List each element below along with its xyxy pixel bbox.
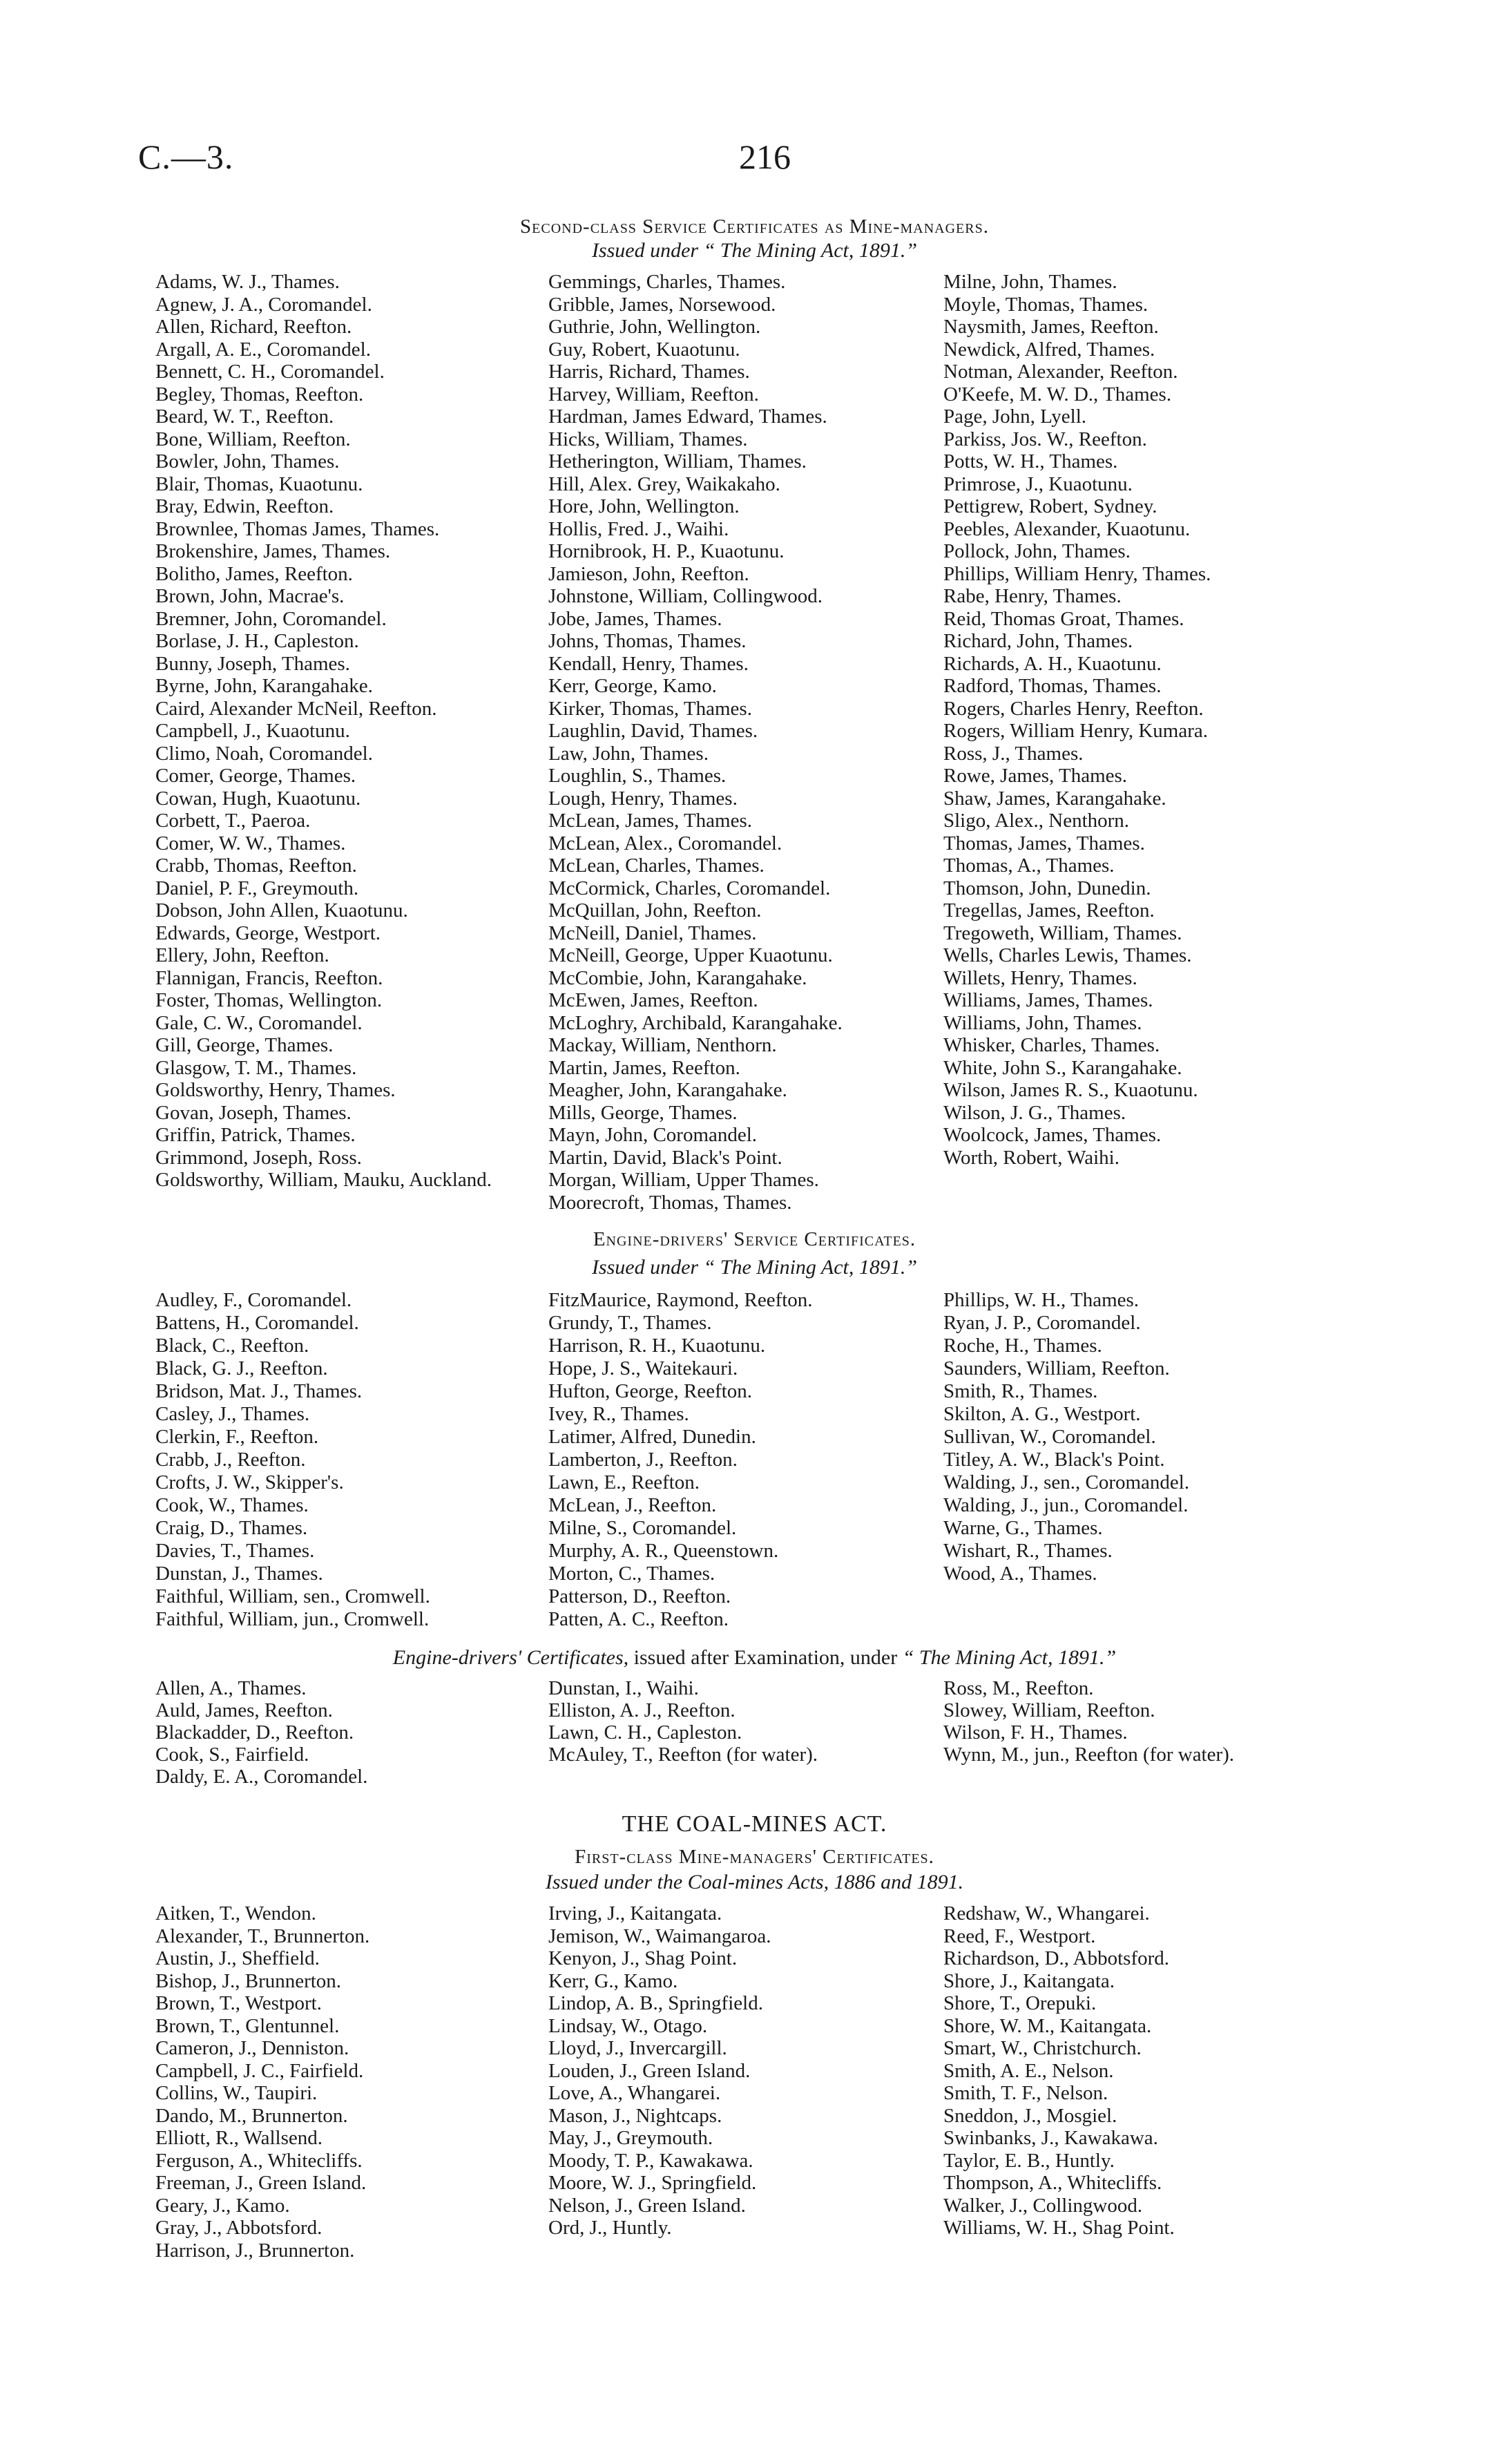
list-item: Kerr, George, Kamo. <box>548 675 717 697</box>
list-item: Ferguson, A., Whitecliffs. <box>155 2149 363 2172</box>
list-item: Rowe, James, Thames. <box>943 765 1128 787</box>
list-item: Brown, John, Macrae's. <box>155 585 345 607</box>
list-item: Byrne, John, Karangahake. <box>155 675 373 697</box>
list-item: Campbell, J. C., Fairfield. <box>155 2059 364 2082</box>
list-item: McLean, J., Reefton. <box>548 1494 717 1516</box>
list-item: Pettigrew, Robert, Sydney. <box>943 495 1157 517</box>
list-item: Law, John, Thames. <box>548 742 709 765</box>
list-item: Hufton, George, Reefton. <box>548 1380 753 1402</box>
section3-column-2 <box>548 1677 949 1766</box>
list-item: Saunders, William, Reefton. <box>943 1357 1170 1379</box>
section1-column-2 <box>548 271 949 1214</box>
list-item: Redshaw, W., Whangarei. <box>943 1902 1150 1925</box>
list-item: Moody, T. P., Kawakawa. <box>548 2149 753 2172</box>
list-item: Rogers, William Henry, Kumara. <box>943 720 1208 742</box>
list-item: Bridson, Mat. J., Thames. <box>155 1380 363 1402</box>
list-item: May, J., Greymouth. <box>548 2127 713 2149</box>
list-item: Adams, W. J., Thames. <box>155 271 340 293</box>
list-item: Patten, A. C., Reefton. <box>548 1608 729 1630</box>
list-item: Milne, John, Thames. <box>943 271 1117 293</box>
section4-column-3 <box>943 1902 1344 2239</box>
list-item: Corbett, T., Paeroa. <box>155 810 311 832</box>
section1-column-1 <box>155 271 556 1192</box>
list-item: Faithful, William, jun., Cromwell. <box>155 1608 430 1630</box>
list-item: McNeill, Daniel, Thames. <box>548 921 757 944</box>
list-item: Mills, George, Thames. <box>548 1101 738 1124</box>
list-item: Dunstan, J., Thames. <box>155 1563 323 1585</box>
list-item: Thomson, John, Dunedin. <box>943 877 1151 899</box>
list-item: Cameron, J., Denniston. <box>155 2037 349 2059</box>
section2-column-2 <box>548 1289 949 1631</box>
list-item: Meagher, John, Karangahake. <box>548 1079 787 1101</box>
list-item: Brown, T., Westport. <box>155 1992 322 2014</box>
list-item: Smart, W., Christchurch. <box>943 2037 1142 2059</box>
list-item: Brokenshire, James, Thames. <box>155 540 391 562</box>
list-item: Martin, David, Black's Point. <box>548 1146 782 1169</box>
list-item: Ord, J., Huntly. <box>548 2217 672 2239</box>
list-item: Bremner, John, Coromandel. <box>155 607 387 630</box>
list-item: Kirker, Thomas, Thames. <box>548 697 752 720</box>
list-item: Slowey, William, Reefton. <box>943 1699 1155 1721</box>
list-item: Bennett, C. H., Coromandel. <box>155 361 385 383</box>
list-item: Lindsay, W., Otago. <box>548 2014 708 2037</box>
list-item: Martin, James, Reefton. <box>548 1056 740 1079</box>
list-item: Wood, A., Thames. <box>943 1563 1097 1585</box>
list-item: Whisker, Charles, Thames. <box>943 1034 1160 1056</box>
list-item: Goldsworthy, William, Mauku, Auckland. <box>155 1169 492 1191</box>
list-item: Grundy, T., Thames. <box>548 1312 712 1334</box>
list-item: Smith, A. E., Nelson. <box>943 2059 1114 2082</box>
list-item: Glasgow, T. M., Thames. <box>155 1056 357 1079</box>
list-item: Murphy, A. R., Queenstown. <box>548 1540 779 1562</box>
list-item: Kendall, Henry, Thames. <box>548 652 749 675</box>
list-item: Kerr, G., Kamo. <box>548 1969 678 1992</box>
list-item: Gray, J., Abbotsford. <box>155 2217 323 2239</box>
list-item: Thompson, A., Whitecliffs. <box>943 2172 1162 2194</box>
section3-heading-part1: Engine-drivers' Certificates, <box>392 1646 629 1669</box>
list-item: Newdick, Alfred, Thames. <box>943 338 1155 361</box>
list-item: Shore, T., Orepuki. <box>943 1992 1097 2014</box>
list-item: McAuley, T., Reefton (for water). <box>548 1744 818 1766</box>
list-item: Davies, T., Thames. <box>155 1540 315 1562</box>
list-item: Blackadder, D., Reefton. <box>155 1721 354 1744</box>
list-item: Begley, Thomas, Reefton. <box>155 383 364 405</box>
list-item: Phillips, William Henry, Thames. <box>943 562 1211 585</box>
list-item: Caird, Alexander McNeil, Reefton. <box>155 697 437 720</box>
list-item: Worth, Robert, Waihi. <box>943 1146 1119 1169</box>
list-item: Dunstan, I., Waihi. <box>548 1677 699 1699</box>
list-item: Bowler, John, Thames. <box>155 450 340 472</box>
list-item: Rogers, Charles Henry, Reefton. <box>943 697 1204 720</box>
list-item: Wilson, J. G., Thames. <box>943 1101 1126 1124</box>
list-item: Moore, W. J., Springfield. <box>548 2172 757 2194</box>
section3-heading-part3: “ The Mining Act, 1891.” <box>902 1646 1117 1669</box>
list-item: Casley, J., Thames. <box>155 1403 310 1425</box>
list-item: Jamieson, John, Reefton. <box>548 562 749 585</box>
list-item: Loughlin, S., Thames. <box>548 765 727 787</box>
list-item: Jemison, W., Waimangaroa. <box>548 1925 771 1947</box>
list-item: Page, John, Lyell. <box>943 405 1087 428</box>
list-item: Thomas, A., Thames. <box>943 854 1115 877</box>
list-item: Patterson, D., Reefton. <box>548 1585 731 1607</box>
list-item: Borlase, J. H., Capleston. <box>155 630 359 652</box>
list-item: Walding, J., sen., Coromandel. <box>943 1471 1190 1493</box>
list-item: Mayn, John, Coromandel. <box>548 1124 758 1146</box>
section1-title: Second-class Service Certificates as Mine-managers. <box>520 216 989 238</box>
list-item: Hollis, Fred. J., Waihi. <box>548 517 729 540</box>
list-item: Swinbanks, J., Kawakawa. <box>943 2127 1158 2149</box>
list-item: Climo, Noah, Coromandel. <box>155 742 373 765</box>
list-item: Allen, Richard, Reefton. <box>155 316 352 338</box>
list-item: Roche, H., Thames. <box>943 1335 1102 1357</box>
list-item: Beard, W. T., Reefton. <box>155 405 334 428</box>
list-item: Morgan, William, Upper Thames. <box>548 1169 819 1191</box>
list-item: Titley, A. W., Black's Point. <box>943 1449 1165 1471</box>
list-item: Taylor, E. B., Huntly. <box>943 2149 1115 2172</box>
list-item: Harrison, J., Brunnerton. <box>155 2239 355 2262</box>
section2-subtitle: Issued under “ The Mining Act, 1891.” <box>591 1256 918 1279</box>
list-item: Battens, H., Coromandel. <box>155 1312 359 1334</box>
list-item: Ross, J., Thames. <box>943 742 1084 765</box>
list-item: O'Keefe, M. W. D., Thames. <box>943 383 1172 405</box>
list-item: Hetherington, William, Thames. <box>548 450 807 472</box>
list-item: Laughlin, David, Thames. <box>548 720 758 742</box>
list-item: Richard, John, Thames. <box>943 630 1133 652</box>
page-header <box>138 137 1312 185</box>
section1-column-3 <box>943 271 1344 1169</box>
list-item: Nelson, J., Green Island. <box>548 2194 746 2217</box>
list-item: Thomas, James, Thames. <box>943 832 1145 854</box>
list-item: Milne, S., Coromandel. <box>548 1517 737 1539</box>
list-item: McLean, Charles, Thames. <box>548 854 765 877</box>
list-item: Wells, Charles Lewis, Thames. <box>943 944 1192 966</box>
list-item: Smith, T. F., Nelson. <box>943 2082 1108 2104</box>
list-item: Campbell, J., Kuaotunu. <box>155 720 350 742</box>
list-item: Daldy, E. A., Coromandel. <box>155 1766 368 1788</box>
list-item: Elliott, R., Wallsend. <box>155 2127 323 2149</box>
list-item: Potts, W. H., Thames. <box>943 450 1118 472</box>
list-item: Bray, Edwin, Reefton. <box>155 495 334 517</box>
list-item: Argall, A. E., Coromandel. <box>155 338 371 361</box>
list-item: Gale, C. W., Coromandel. <box>155 1011 363 1034</box>
list-item: Wynn, M., jun., Reefton (for water). <box>943 1744 1235 1766</box>
list-item: Tregellas, James, Reefton. <box>943 899 1155 921</box>
list-item: Hicks, William, Thames. <box>548 428 748 450</box>
list-item: Wilson, James R. S., Kuaotunu. <box>943 1079 1198 1101</box>
list-item: Sligo, Alex., Nenthorn. <box>943 810 1130 832</box>
list-item: Hope, J. S., Waitekauri. <box>548 1357 738 1379</box>
list-item: Harris, Richard, Thames. <box>548 361 750 383</box>
list-item: Dando, M., Brunnerton. <box>155 2104 348 2127</box>
list-item: Moorecroft, Thomas, Thames. <box>548 1191 792 1214</box>
list-item: Mackay, William, Nenthorn. <box>548 1034 777 1056</box>
list-item: Grimmond, Joseph, Ross. <box>155 1146 362 1169</box>
section3-heading <box>0 1646 1509 1670</box>
list-item: Willets, Henry, Thames. <box>943 966 1137 989</box>
list-item: Alexander, T., Brunnerton. <box>155 1925 370 1947</box>
list-item: Johns, Thomas, Thames. <box>548 630 747 652</box>
list-item: Goldsworthy, Henry, Thames. <box>155 1079 396 1101</box>
list-item: Auld, James, Reefton. <box>155 1699 333 1721</box>
list-item: Harvey, William, Reefton. <box>548 383 759 405</box>
list-item: Austin, J., Sheffield. <box>155 1947 320 1969</box>
list-item: Kenyon, J., Shag Point. <box>548 1947 738 1969</box>
list-item: Wishart, R., Thames. <box>943 1540 1113 1562</box>
list-item: Bunny, Joseph, Thames. <box>155 652 350 675</box>
list-item: Williams, W. H., Shag Point. <box>943 2217 1175 2239</box>
list-item: Brownlee, Thomas James, Thames. <box>155 517 440 540</box>
list-item: McCormick, Charles, Coromandel. <box>548 877 831 899</box>
list-item: Harrison, R. H., Kuaotunu. <box>548 1335 766 1357</box>
list-item: Lawn, C. H., Capleston. <box>548 1721 742 1744</box>
list-item: Crofts, J. W., Skipper's. <box>155 1471 344 1493</box>
list-item: Walding, J., jun., Coromandel. <box>943 1494 1189 1516</box>
list-item: Hardman, James Edward, Thames. <box>548 405 827 428</box>
list-item: Lawn, E., Reefton. <box>548 1471 700 1493</box>
list-item: McNeill, George, Upper Kuaotunu. <box>548 944 833 966</box>
list-item: Bone, William, Reefton. <box>155 428 351 450</box>
section4-column-2 <box>548 1902 949 2239</box>
list-item: Shore, J., Kaitangata. <box>943 1969 1115 1992</box>
list-item: Cook, W., Thames. <box>155 1494 309 1516</box>
list-item: Faithful, William, sen., Cromwell. <box>155 1585 430 1607</box>
list-item: Sneddon, J., Mosgiel. <box>943 2104 1117 2127</box>
list-item: Wilson, F. H., Thames. <box>943 1721 1128 1744</box>
section3-column-1 <box>155 1677 556 1788</box>
section4-subtitle: Issued under the Coal-mines Acts, 1886 and 1891. <box>545 1871 964 1893</box>
list-item: Woolcock, James, Thames. <box>943 1124 1162 1146</box>
list-item: Skilton, A. G., Westport. <box>943 1403 1141 1425</box>
list-item: Clerkin, F., Reefton. <box>155 1426 319 1448</box>
list-item: Naysmith, James, Reefton. <box>943 316 1159 338</box>
list-item: Daniel, P. F., Greymouth. <box>155 877 359 899</box>
list-item: Lamberton, J., Reefton. <box>548 1449 738 1471</box>
list-item: Griffin, Patrick, Thames. <box>155 1124 356 1146</box>
list-item: Agnew, J. A., Coromandel. <box>155 293 372 316</box>
list-item: Bolitho, James, Reefton. <box>155 562 353 585</box>
list-item: Allen, A., Thames. <box>155 1677 307 1699</box>
list-item: Cowan, Hugh, Kuaotunu. <box>155 787 361 810</box>
list-item: Richards, A. H., Kuaotunu. <box>943 652 1162 675</box>
section2-column-1 <box>155 1289 556 1631</box>
list-item: McCombie, John, Karangahake. <box>548 966 807 989</box>
list-item: Bishop, J., Brunnerton. <box>155 1969 342 1992</box>
list-item: Love, A., Whangarei. <box>548 2082 721 2104</box>
section2-column-3 <box>943 1289 1344 1585</box>
list-item: Reed, F., Westport. <box>943 1925 1096 1947</box>
list-item: Warne, G., Thames. <box>943 1517 1103 1539</box>
list-item: Hornibrook, H. P., Kuaotunu. <box>548 540 785 562</box>
list-item: Moyle, Thomas, Thames. <box>943 293 1148 316</box>
page-number: 216 <box>739 137 791 176</box>
list-item: Brown, T., Glentunnel. <box>155 2014 340 2037</box>
list-item: Guthrie, John, Wellington. <box>548 316 761 338</box>
list-item: Foster, Thomas, Wellington. <box>155 989 383 1011</box>
list-item: Blair, Thomas, Kuaotunu. <box>155 472 363 495</box>
list-item: Gemmings, Charles, Thames. <box>548 271 786 293</box>
list-item: McQuillan, John, Reefton. <box>548 899 762 921</box>
list-item: Parkiss, Jos. W., Reefton. <box>943 428 1147 450</box>
list-item: Hill, Alex. Grey, Waikakaho. <box>548 472 780 495</box>
section3-column-3 <box>943 1677 1344 1766</box>
list-item: Lindop, A. B., Springfield. <box>548 1992 763 2014</box>
list-item: Morton, C., Thames. <box>548 1563 715 1585</box>
list-item: McEwen, James, Reefton. <box>548 989 758 1011</box>
list-item: Williams, John, Thames. <box>943 1011 1142 1034</box>
document-code: C.—3. <box>138 137 234 176</box>
list-item: FitzMaurice, Raymond, Reefton. <box>548 1289 813 1311</box>
list-item: Collins, W., Taupiri. <box>155 2082 318 2104</box>
list-item: Elliston, A. J., Reefton. <box>548 1699 736 1721</box>
list-item: Black, C., Reefton. <box>155 1335 309 1357</box>
list-item: Latimer, Alfred, Dunedin. <box>548 1426 756 1448</box>
list-item: Geary, J., Kamo. <box>155 2194 290 2217</box>
list-item: Lloyd, J., Invercargill. <box>548 2037 727 2059</box>
list-item: Freeman, J., Green Island. <box>155 2172 367 2194</box>
list-item: Shore, W. M., Kaitangata. <box>943 2014 1152 2037</box>
list-item: Notman, Alexander, Reefton. <box>943 361 1178 383</box>
list-item: Ross, M., Reefton. <box>943 1677 1094 1699</box>
list-item: Rabe, Henry, Thames. <box>943 585 1122 607</box>
section4-column-1 <box>155 1902 556 2262</box>
list-item: Crabb, J., Reefton. <box>155 1449 306 1471</box>
list-item: Cook, S., Fairfield. <box>155 1744 309 1766</box>
list-item: Irving, J., Kaitangata. <box>548 1902 722 1925</box>
list-item: Hore, John, Wellington. <box>548 495 740 517</box>
section4-title: First-class Mine-managers' Certificates. <box>575 1846 934 1868</box>
list-item: Sullivan, W., Coromandel. <box>943 1426 1156 1448</box>
list-item: White, John S., Karangahake. <box>943 1056 1182 1079</box>
list-item: Johnstone, William, Collingwood. <box>548 585 823 607</box>
list-item: McLoghry, Archibald, Karangahake. <box>548 1011 843 1034</box>
coal-mines-act-title: THE COAL-MINES ACT. <box>622 1811 887 1837</box>
list-item: Williams, James, Thames. <box>943 989 1153 1011</box>
list-item: Dobson, John Allen, Kuaotunu. <box>155 899 408 921</box>
list-item: Ivey, R., Thames. <box>548 1403 689 1425</box>
list-item: Guy, Robert, Kuaotunu. <box>548 338 740 361</box>
list-item: Mason, J., Nightcaps. <box>548 2104 722 2127</box>
list-item: Walker, J., Collingwood. <box>943 2194 1143 2217</box>
list-item: Radford, Thomas, Thames. <box>943 675 1162 697</box>
list-item: McLean, James, Thames. <box>548 810 753 832</box>
list-item: Ellery, John, Reefton. <box>155 944 329 966</box>
list-item: Flannigan, Francis, Reefton. <box>155 966 383 989</box>
list-item: Crabb, Thomas, Reefton. <box>155 854 357 877</box>
list-item: Louden, J., Green Island. <box>548 2059 751 2082</box>
list-item: Reid, Thomas Groat, Thames. <box>943 607 1184 630</box>
section2-title: Engine-drivers' Service Certificates. <box>593 1228 916 1250</box>
list-item: Ryan, J. P., Coromandel. <box>943 1312 1141 1334</box>
list-item: Govan, Joseph, Thames. <box>155 1101 352 1124</box>
list-item: Black, G. J., Reefton. <box>155 1357 328 1379</box>
list-item: Gribble, James, Norsewood. <box>548 293 776 316</box>
list-item: Pollock, John, Thames. <box>943 540 1131 562</box>
list-item: Lough, Henry, Thames. <box>548 787 738 810</box>
list-item: Tregoweth, William, Thames. <box>943 921 1182 944</box>
list-item: Edwards, George, Westport. <box>155 921 381 944</box>
list-item: Comer, George, Thames. <box>155 765 356 787</box>
list-item: Audley, F., Coromandel. <box>155 1289 352 1311</box>
list-item: Jobe, James, Thames. <box>548 607 722 630</box>
list-item: Craig, D., Thames. <box>155 1517 308 1539</box>
list-item: Smith, R., Thames. <box>943 1380 1098 1402</box>
list-item: McLean, Alex., Coromandel. <box>548 832 782 854</box>
list-item: Comer, W. W., Thames. <box>155 832 346 854</box>
list-item: Gill, George, Thames. <box>155 1034 334 1056</box>
list-item: Aitken, T., Wendon. <box>155 1902 316 1925</box>
list-item: Shaw, James, Karangahake. <box>943 787 1166 810</box>
list-item: Peebles, Alexander, Kuaotunu. <box>943 517 1191 540</box>
section1-subtitle: Issued under “ The Mining Act, 1891.” <box>591 239 918 262</box>
list-item: Primrose, J., Kuaotunu. <box>943 472 1133 495</box>
list-item: Richardson, D., Abbotsford. <box>943 1947 1170 1969</box>
list-item: Phillips, W. H., Thames. <box>943 1289 1140 1311</box>
section3-heading-part2: issued after Examination, under <box>628 1646 903 1669</box>
